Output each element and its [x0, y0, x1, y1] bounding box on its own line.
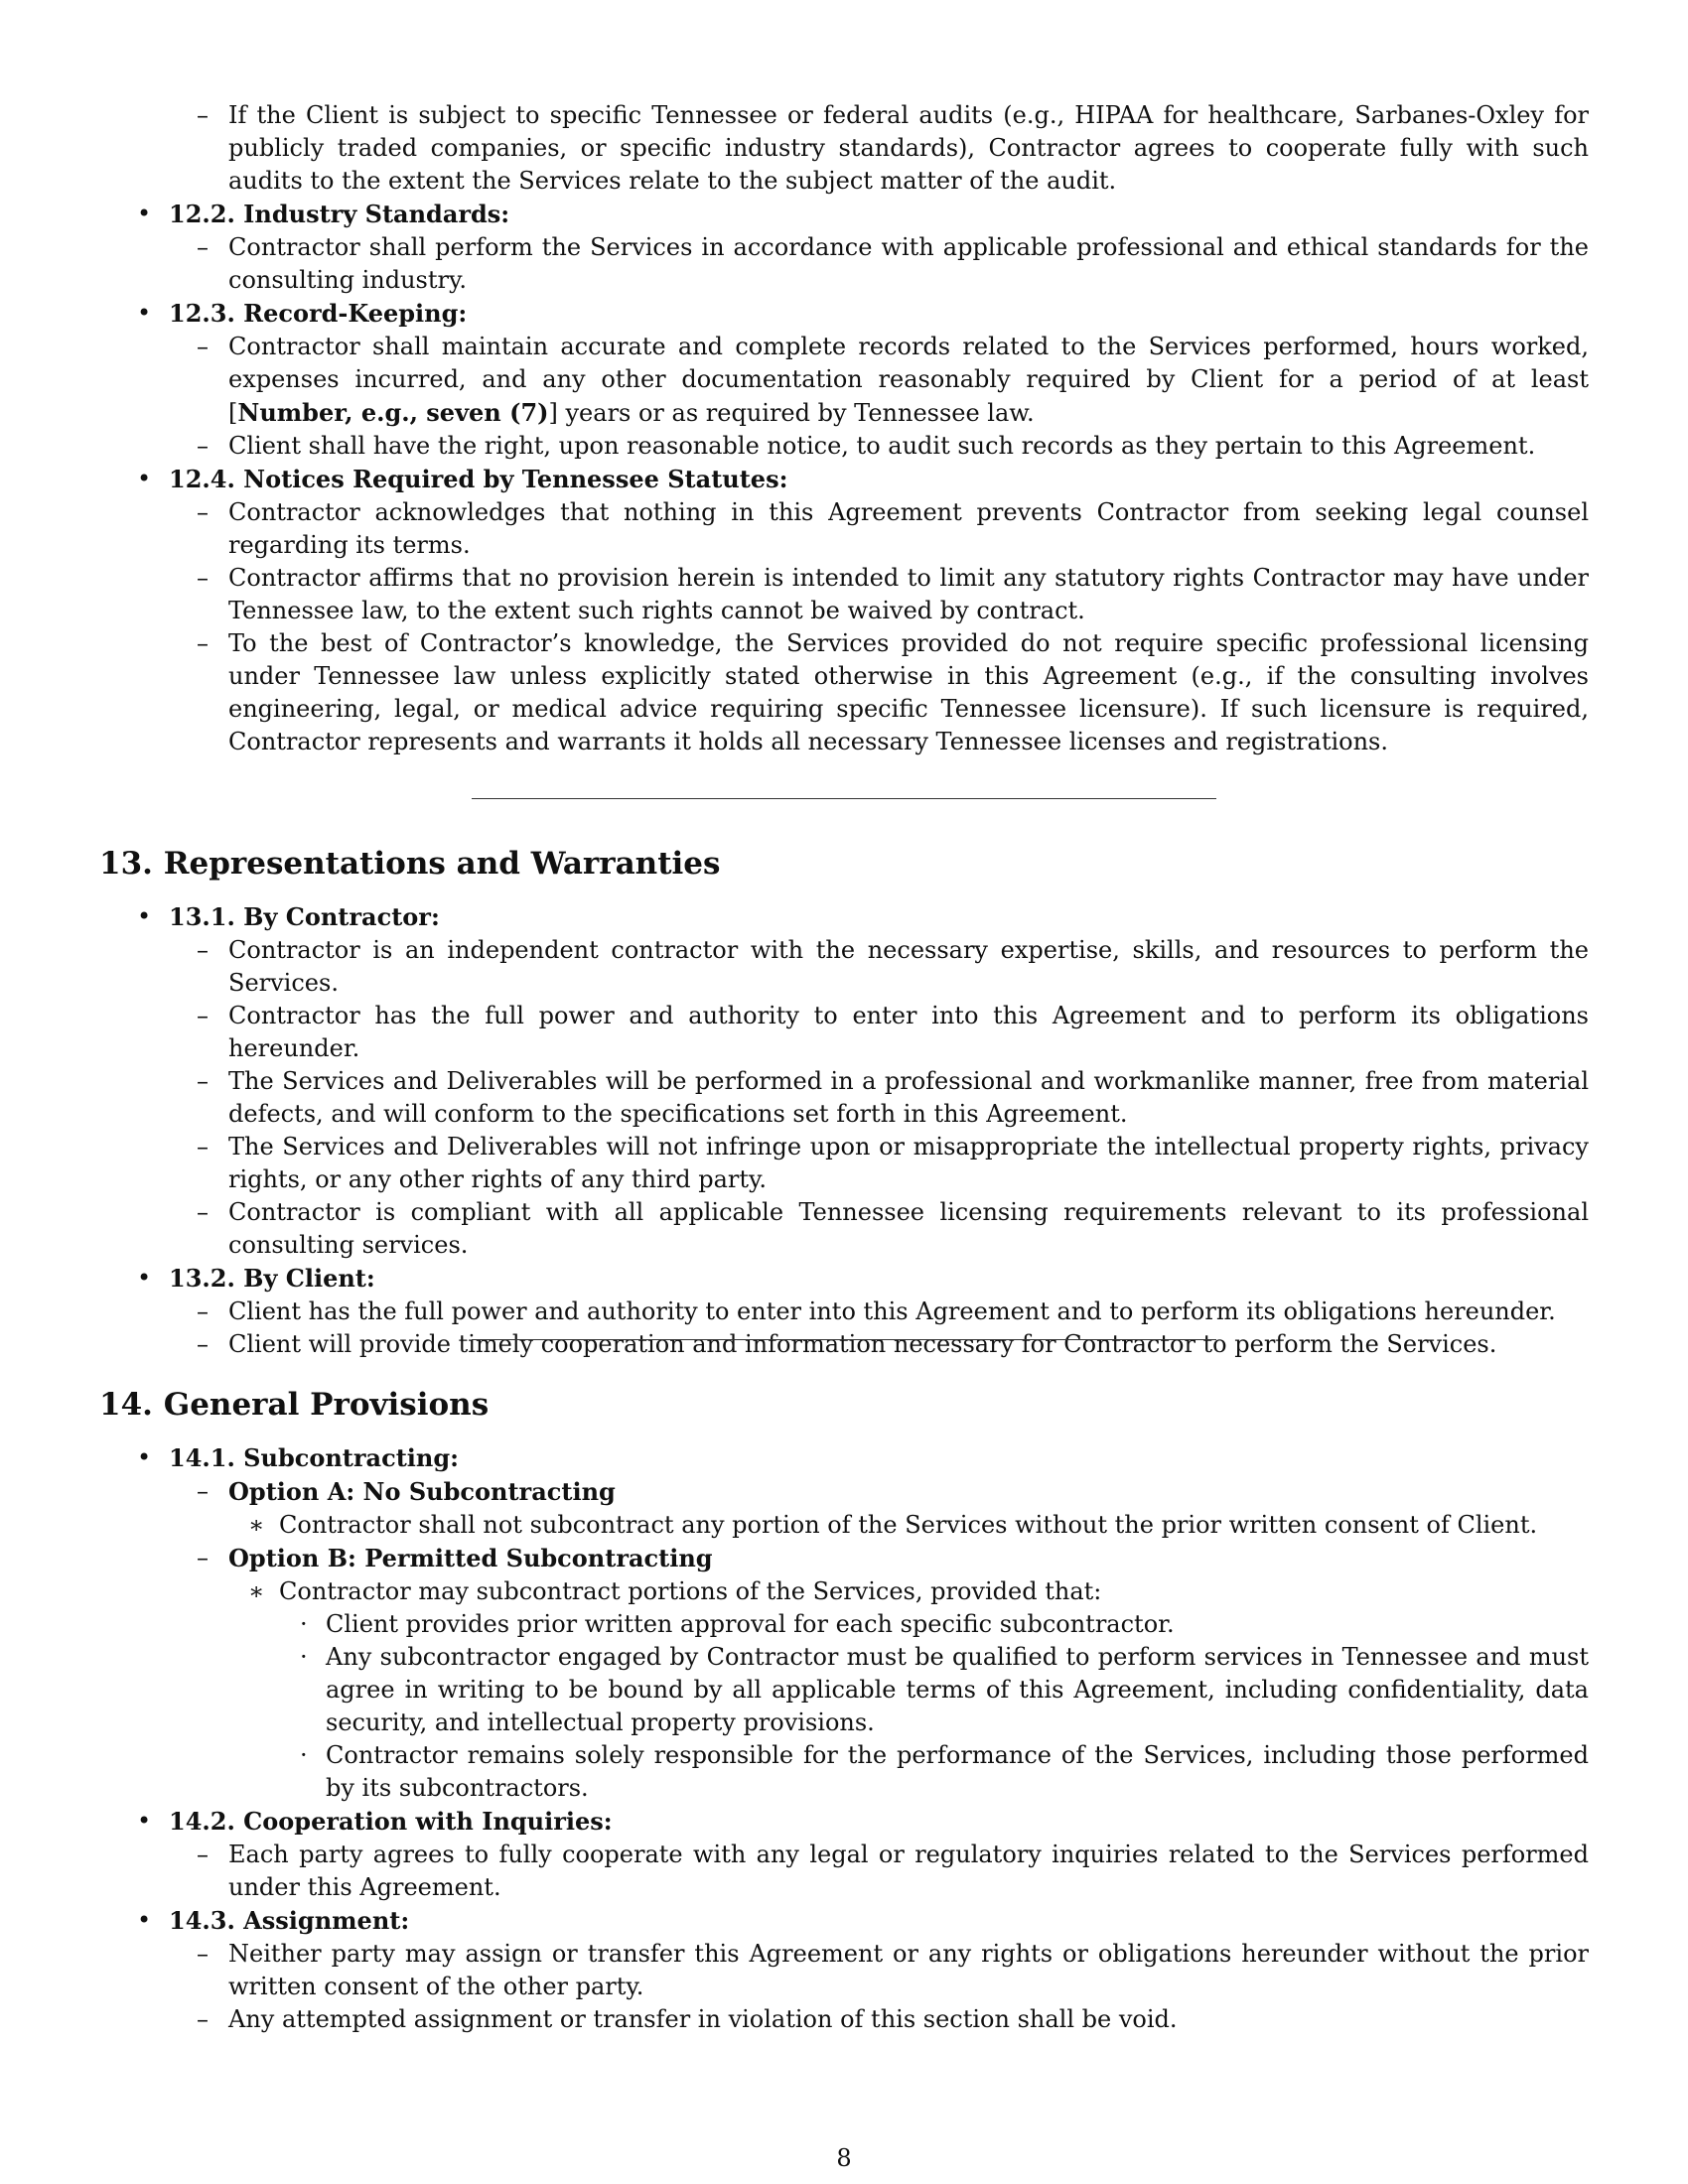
- option-a: – Option A: No Subcontracting: [197, 1477, 616, 1506]
- list-item: · Contractor remains solely responsible for the performance of the Services, including those performed by its subcontractors.: [300, 1741, 1589, 1802]
- subsection-12-3: • 12.3. Record-Keeping:: [137, 299, 468, 328]
- list-item: – Contractor acknowledges that nothing in this Agreement prevents Contractor from seeking legal counsel regarding its terms.: [197, 498, 1589, 559]
- subsection-14-1: • 14.1. Subcontracting:: [137, 1443, 459, 1472]
- page-number: 8: [836, 2144, 852, 2172]
- list-item: – Contractor is compliant with all applicable Tennessee licensing requirements relevant to its professional consulting services.: [197, 1198, 1589, 1259]
- section-divider: [472, 1339, 1216, 1340]
- list-item: · Client provides prior written approval for each specific subcontractor.: [300, 1610, 1175, 1638]
- list-item: – Contractor affirms that no provision herein is intended to limit any statutory rights Contractor may have under Tennessee law, to the extent such rights cannot be waived by contract.: [197, 564, 1589, 624]
- subsection-12-4: • 12.4. Notices Required by Tennessee Statutes:: [137, 465, 788, 493]
- section-14-body: [99, 1441, 1589, 2036]
- section-12-continued: [99, 99, 1589, 758]
- list-item: · Any subcontractor engaged by Contractor must be qualified to perform services in Tennessee and must agree in writing to be bound by all applicable terms of this Agreement, including confidentiality, data security, and intellectual property provisions.: [300, 1643, 1589, 1736]
- list-item: ∗ Contractor shall not subcontract any portion of the Services without the prior written consent of Client.: [248, 1511, 1538, 1539]
- subsection-12-2: • 12.2. Industry Standards:: [137, 200, 510, 228]
- list-item: ∗ Contractor may subcontract portions of the Services, provided that:: [248, 1577, 1102, 1605]
- list-item: – Client shall have the right, upon reasonable notice, to audit such records as they pertain to this Agreement.: [197, 432, 1536, 460]
- list-item: – Neither party may assign or transfer this Agreement or any rights or obligations hereunder without the prior written consent of the other party.: [197, 1940, 1589, 2000]
- section-divider: [472, 798, 1216, 799]
- section-13-heading: 13. Representations and Warranties: [99, 846, 721, 882]
- list-item: – Any attempted assignment or transfer in violation of this section shall be void.: [197, 2005, 1178, 2033]
- list-item: – Contractor has the full power and authority to enter into this Agreement and to perform its obligations hereunder.: [197, 1002, 1589, 1062]
- list-item: – The Services and Deliverables will be performed in a professional and workmanlike manner, free from material defects, and will conform to the specifications set forth in this Agreement.: [197, 1067, 1589, 1128]
- list-item: – Client has the full power and authority to enter into this Agreement and to perform its obligations hereunder.: [197, 1297, 1556, 1325]
- list-item: – The Services and Deliverables will not infringe upon or misappropriate the intellectual property rights, privacy rights, or any other rights of any third party.: [197, 1133, 1589, 1193]
- list-item: – Client will provide timely cooperation and information necessary for Contractor to perform the Services.: [197, 1330, 1497, 1358]
- section-13-body: [99, 900, 1589, 1361]
- option-b: – Option B: Permitted Subcontracting: [197, 1544, 713, 1572]
- list-item: – Each party agrees to fully cooperate with any legal or regulatory inquiries related to the Services performed under this Agreement.: [197, 1841, 1589, 1901]
- subsection-14-2: • 14.2. Cooperation with Inquiries:: [137, 1807, 613, 1836]
- subsection-14-3: • 14.3. Assignment:: [137, 1906, 410, 1935]
- list-item: – If the Client is subject to specific Tennessee or federal audits (e.g., HIPAA for healthcare, Sarbanes-Oxley for publicly traded companies, or specific industry standards), Contractor agrees to cooperate fully with such audits to the extent the Services relate to the subject matter of the audit.: [197, 101, 1589, 195]
- list-item: – Contractor shall perform the Services in accordance with applicable professional and ethical standards for the consulting industry.: [197, 233, 1589, 294]
- list-item: – Contractor is an independent contractor with the necessary expertise, skills, and resources to perform the Services.: [197, 936, 1589, 997]
- subsection-13-1: • 13.1. By Contractor:: [137, 902, 440, 931]
- section-14-heading: 14. General Provisions: [99, 1387, 490, 1423]
- list-item: – Contractor shall maintain accurate and complete records related to the Services performed, hours worked, expenses incurred, and any other documentation reasonably required by Client for a period of at least [Number, e.g., seven (7)] years or as required by Tennessee law.: [197, 333, 1589, 427]
- subsection-13-2: • 13.2. By Client:: [137, 1264, 375, 1293]
- list-item: – To the best of Contractor’s knowledge, the Services provided do not require specific professional licensing under Tennessee law unless explicitly stated otherwise in this Agreement (e.g., if the consulting involves engineering, legal, or medical advice requiring specific Tennessee licensure). If such licensure is required, Contractor represents and warrants it holds all necessary Tennessee licenses and registrations.: [197, 629, 1589, 755]
